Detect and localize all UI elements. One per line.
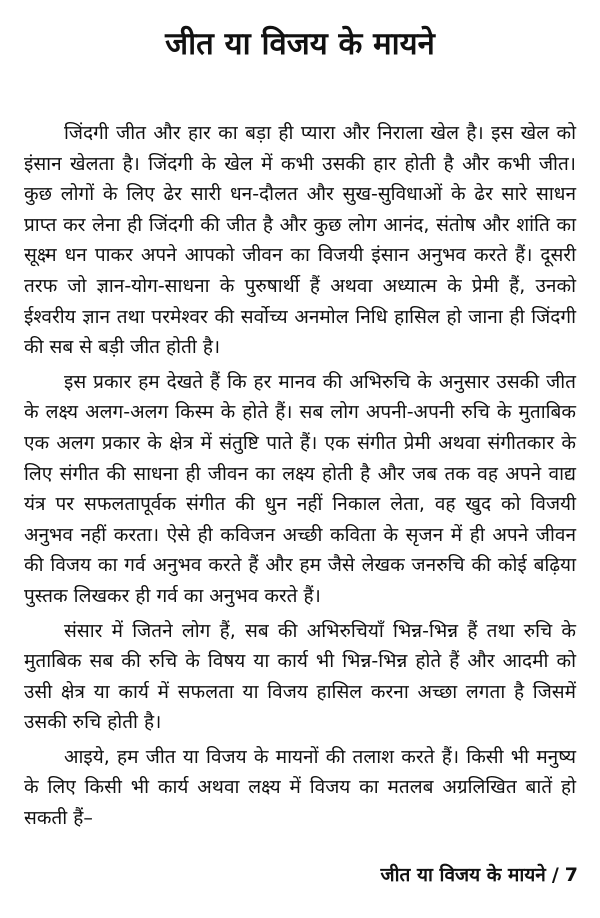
page-title: जीत या विजय के मायने <box>165 26 435 62</box>
paragraph-1: जिंदगी जीत और हार का बड़ा ही प्यारा और निराला खेल है। इस खेल को इंसान खेलता है। जिंदगी के खेल में कभी उसकी हार होती है और कभी जीत। कुछ लोगों के लिए ढेर सारी धन-दौलत और सुख-सुविधाओं के ढेर सारे साधन प्राप्त कर लेना ही जिंदगी की जीत है और कुछ लोग आनंद, संतोष और शांति का सूक्ष्म धन पाकर अपने आपको जीवन का विजयी इंसान अनुभव करते हैं। दूसरी तरफ जो ज्ञान-योग-साधना के पुरुषार्थी हैं अथवा अध्यात्म के प्रेमी हैं, उनको ईश्वरीय ज्ञान तथा परमेश्वर की सर्वोच्य अनमोल निधि हासिल हो जाना ही जिंदगी की सब से बड़ी जीत होती है। <box>24 122 576 359</box>
footer-separator: / <box>551 864 559 886</box>
page-number: 7 <box>564 864 578 886</box>
body-text <box>24 118 576 838</box>
paragraph-3: संसार में जितने लोग हैं, सब की अभिरुचियाँ भिन्न-भिन्न हैं तथा रुचि के मुताबिक सब की रुचि के विषय या कार्य भी भिन्न-भिन्न होते हैं और आदमी को उसी क्षेत्र या कार्य में सफलता या विजय हासिल करना अच्छा लगता है जिसमें उसकी रुचि होती है। <box>24 619 576 734</box>
running-title: जीत या विजय के मायने <box>380 864 546 886</box>
page-footer <box>381 862 578 888</box>
paragraph-4: आइये, हम जीत या विजय के मायनों की तलाश करते हैं। किसी भी मनुष्य के लिए किसी भी कार्य अथवा लक्ष्य में विजय का मतलब अग्रलिखित बातें हो सकती हैं– <box>24 745 576 830</box>
paragraph-2: इस प्रकार हम देखते हैं कि हर मानव की अभिरुचि के अनुसार उसकी जीत के लक्ष्य अलग-अलग किस्म के होते हैं। सब लोग अपनी-अपनी रुचि के मुताबिक एक अलग प्रकार के क्षेत्र में संतुष्टि पाते हैं। एक संगीत प्रेमी अथवा संगीतकार के लिए संगीत की साधना ही जीवन का लक्ष्य होती है और जब तक वह अपने वाद्य यंत्र पर सफलतापूर्वक संगीत की धुन नहीं निकाल लेता, वह खुद को विजयी अनुभव नहीं करता। ऐसे ही कविजन अच्छी कविता के सृजन में ही अपने जीवन की विजय का गर्व अनुभव करते हैं और हम जैसे लेखक जनरुचि की कोई बढ़िया पुस्तक लिखकर ही गर्व का अनुभव करते हैं। <box>24 370 576 607</box>
